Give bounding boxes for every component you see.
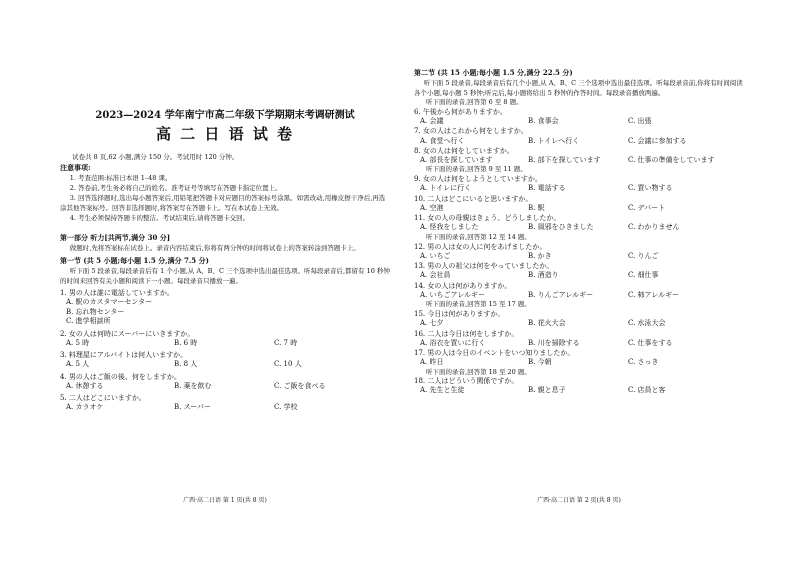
option-b: B. 花火大会 — [528, 319, 566, 328]
option-b: B. 忘れ物センター — [66, 307, 125, 316]
option-a: A. 5 時 — [66, 338, 90, 347]
notice-item: 1. 考查范围:标准日本语 1–48 课。 — [69, 173, 172, 182]
notice-item: 4. 考生必须保持答题卡的整洁。考试结束后,请将答题卡交回。 — [69, 214, 250, 223]
option-a: A. カラオケ — [66, 403, 104, 412]
question-text: 12. 男の人は女の人に何をあげましたか。 — [414, 242, 547, 251]
question-text: 15. 今日は何がありますか。 — [414, 309, 505, 318]
option-c: C. ご飯を食べる — [274, 381, 326, 390]
question-options — [414, 339, 744, 348]
option-a: A. 部長を探しています — [420, 156, 493, 165]
option-a: A. 空港 — [420, 203, 444, 212]
section1-description: 听下面 5 段录音,每段录音后有 1 个小题,从 A、B、C 三个选项中选出最佳选项。听每段录音后,都留有 10 秒钟的时间来回答有关小题和阅读下一小题。每段录音只播放一遍。 — [60, 267, 390, 286]
question-options — [414, 271, 744, 280]
exam-page-1 — [60, 0, 390, 566]
exam-subject-title: 高 二 日 语 试 卷 — [155, 125, 295, 143]
question-text: 4. 男の人はご飯の後、何をしますか。 — [60, 372, 181, 381]
part1-description: 做题时,先将答案标在试卷上。录音内容结束后,你将有两分钟的时间将试卷上的答案转涂到答题卡上。 — [69, 244, 360, 253]
question-options — [414, 386, 744, 395]
question-options — [414, 358, 744, 367]
question-text: 16. 二人は今日は何をしますか。 — [414, 329, 519, 338]
notice-item: 3. 回答选择题时,选出每小题答案后,用铅笔把答题卡对应题目的答案标号涂黑。如需改动,用橡皮擦干净后,再选涂其他答案标号。回答非选择题时,将答案写在答题卡上。写在本试卷上无效。 — [60, 193, 386, 212]
section1-heading: 第一节 (共 5 小题;每小题 1.5 分,满分 7.5 分) — [60, 256, 209, 266]
listening-instruction: 听下面的录音,回答第 6 至 8 题。 — [426, 98, 523, 107]
question-options — [60, 382, 390, 391]
option-b: B. 部下を探しています — [528, 156, 601, 165]
question-text: 9. 女の人は何をしようとしていますか。 — [414, 175, 542, 184]
option-b: B. 親と息子 — [528, 386, 566, 395]
listening-instruction: 听下面的录音,回答第 15 至 17 题。 — [426, 300, 531, 309]
option-a: A. 怪我をしました — [420, 223, 479, 232]
option-c: C. 学校 — [274, 403, 298, 412]
notice-item: 2. 答卷前,考生务必将自己的姓名、准考证号等填写在答题卡指定位置上。 — [69, 183, 282, 192]
option-b: B. スーパー — [174, 403, 211, 412]
listening-instruction: 听下面的录音,回答第 18 至 20 题。 — [426, 367, 531, 376]
question-list-page1 — [60, 330, 390, 413]
exam-page-2 — [414, 0, 744, 566]
option-c: C. 10 人 — [274, 360, 302, 369]
option-a: A. 食堂へ行く — [420, 136, 465, 145]
question-options — [414, 204, 744, 213]
option-c: C. さっき — [628, 358, 659, 367]
part1-heading: 第一部分 听力[共两节,满分 30 分] — [60, 233, 171, 243]
option-c: C. デパート — [628, 203, 666, 212]
option-a: A. 休憩する — [66, 381, 104, 390]
option-b: B. 今朝 — [528, 358, 552, 367]
option-c: C. りんご — [628, 251, 659, 260]
option-b: B. 6 時 — [174, 338, 198, 347]
listening-instruction: 听下面的录音,回答第 12 至 14 题。 — [426, 232, 531, 241]
option-b: B. トイレへ行く — [528, 136, 580, 145]
question-text: 18. 二人はどういう関係ですか。 — [414, 377, 519, 386]
question-options — [414, 137, 744, 146]
option-b: B. かき — [528, 251, 552, 260]
option-b: B. 駅 — [528, 203, 545, 212]
question-list-page2 — [414, 98, 744, 396]
page-footer: 广西·高二日语 第 2 页(共 8 页) — [537, 497, 621, 504]
option-a: A. 駅のカスタマーセンター — [66, 298, 153, 307]
option-a: A. 浴衣を買いに行く — [420, 338, 486, 347]
option-b: B. りんごアレルギー — [528, 290, 594, 299]
option-c: C. 買い物する — [628, 184, 673, 193]
page-footer: 广西·高二日语 第 1 页(共 8 页) — [183, 497, 267, 504]
option-b: B. 電話する — [528, 184, 566, 193]
option-a: A. 会社員 — [420, 271, 451, 280]
question-text: 6. 午後から何がありますか。 — [414, 107, 507, 116]
option-b: B. 薬を飲む — [174, 381, 212, 390]
question-text: 8. 女の人は何をしていますか。 — [414, 146, 514, 155]
option-a: A. トイレに行く — [420, 184, 472, 193]
question-options — [414, 184, 744, 193]
option-c: C. 仕事をする — [628, 338, 673, 347]
question-text: 2. 女の人は何時にスーパーにいきますか。 — [60, 329, 195, 338]
question-text: 3. 料理屋にアルバイトは何人いますか。 — [60, 351, 188, 360]
option-b: B. 川を掃除する — [528, 338, 580, 347]
notice-list — [60, 173, 390, 223]
section2-heading: 第二节 (共 15 小题;每小题 1.5 分,满分 22.5 分) — [414, 68, 573, 77]
exam-title: 2023—2024 学年南宁市高二年级下学期期末考调研测试 — [95, 110, 355, 121]
option-b: B. 8 人 — [174, 360, 198, 369]
section2-description: 听下面 5 段录音,每段录音后有几个小题,从 A、B、C 三个选项中选出最佳选项。听每段录音前,你将有时间阅读各个小题,每小题 5 秒钟;听完后,每小题将给出 5 秒钟的作答时间。每段录音播放两遍。 — [414, 79, 743, 98]
question-text: 11. 女の人の母親はきょう、どうしましたか。 — [414, 214, 561, 223]
listening-instruction: 听下面的录音,回答第 9 至 11 题。 — [426, 165, 527, 174]
option-c: C. 会議に参加する — [628, 136, 687, 145]
question-text: 17. 男の人は今日のイベントをいつ知りましたか。 — [414, 349, 575, 358]
exam-info: 试卷共 8 页,62 小题,满分 150 分。考试用时 120 分钟。 — [72, 153, 239, 161]
option-c: C. 出張 — [628, 116, 652, 125]
question-text: 14. 女の人は何がありますか。 — [414, 281, 512, 290]
question-text: 1. 男の人は誰に電話していますか。 — [60, 289, 174, 298]
question-text: 13. 男の人の祖父は何をやっていましたか。 — [414, 262, 554, 271]
option-c: C. 店員と客 — [628, 386, 666, 395]
option-a: A. 5 人 — [66, 360, 90, 369]
option-a: A. いちご — [420, 251, 451, 260]
option-a: A. 先生と生徒 — [420, 386, 465, 395]
option-c: C. 仕事の準備をしています — [628, 156, 715, 165]
question-options — [60, 403, 390, 412]
option-c: C. 柿アレルギー — [628, 290, 680, 299]
option-c: C. 畑仕事 — [628, 271, 659, 280]
question-options — [414, 223, 744, 232]
option-c: C. 進学相談所 — [66, 317, 111, 326]
option-a: A. 会議 — [420, 116, 444, 125]
question-options — [414, 252, 744, 261]
option-b: B. 酒造り — [528, 271, 559, 280]
option-b: B. 風邪をひきました — [528, 223, 594, 232]
question-options — [414, 291, 744, 300]
question-text: 7. 女の人はこれから何をしますか。 — [414, 127, 528, 136]
question-options — [60, 360, 390, 369]
option-b: B. 食事会 — [528, 116, 559, 125]
question-text: 10. 二人はどこにいると思いますか。 — [414, 194, 533, 203]
option-a: A. 七夕 — [420, 319, 444, 328]
question-options — [60, 339, 390, 348]
question-text: 5. 二人はどこにいますか。 — [60, 394, 146, 403]
notice-heading: 注意事项: — [60, 164, 91, 173]
question-options — [414, 117, 744, 126]
option-c: C. 水泳大会 — [628, 319, 666, 328]
question-options — [414, 319, 744, 328]
option-c: C. 7 時 — [274, 338, 298, 347]
option-a: A. いちごアレルギー — [420, 290, 486, 299]
option-c: C. わかりません — [628, 223, 680, 232]
question-options — [60, 298, 390, 326]
option-a: A. 昨日 — [420, 358, 444, 367]
